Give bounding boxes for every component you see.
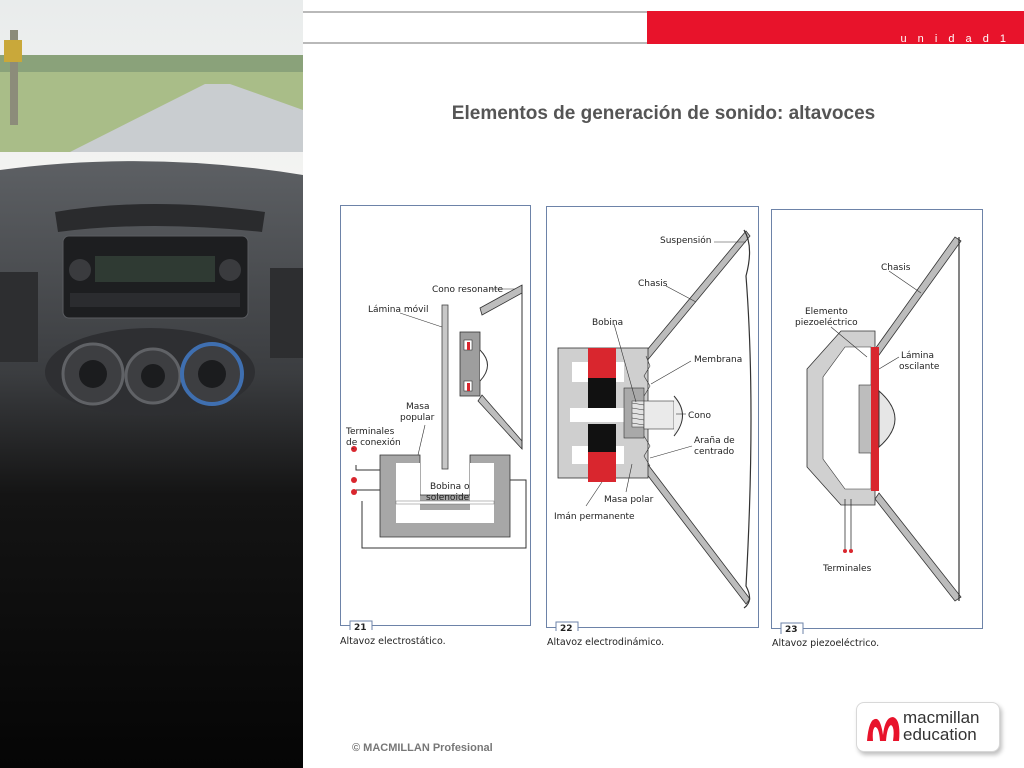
caption-electrostatic: Altavoz electrostático. [340,636,446,647]
label-bobina: Bobina [592,318,624,328]
label-cono: Cono [688,411,712,421]
label-elemento-2: piezoeléctrico [795,318,858,328]
logo-line-2: education [903,725,977,744]
label-elemento-1: Elemento [805,307,848,317]
figure-number: 22 [560,624,573,631]
label-membrana: Membrana [694,355,743,365]
label-masa-1: Masa [406,402,430,412]
label-arana-1: Araña de [694,436,735,446]
dashboard-photo [0,0,303,768]
caption-electrodynamic: Altavoz electrodinámico. [547,637,665,648]
label-masa-2: popular [400,413,435,423]
label-cono-resonante: Cono resonante [432,285,504,295]
macmillan-logo [856,702,1000,752]
label-chasis: Chasis [638,279,668,289]
logo-line-1: macmillan [903,708,980,727]
header-bar-accent [647,11,1024,44]
figure-number: 21 [354,623,367,630]
label-bobina-2: solenoide [426,493,470,503]
diagram-piezoelectric [771,209,984,634]
label-bobina-1: Bobina o [430,482,470,492]
label-terminales-1: Terminales [346,427,395,437]
page-title: Elementos de generación de sonido: altavoces [451,103,876,124]
header-bar-left [303,11,647,44]
label-arana-2: centrado [694,447,735,457]
copyright-footer: © MACMILLAN Profesional [352,742,493,754]
caption-piezoelectric: Altavoz piezoeléctrico. [772,638,880,649]
label-lamina-2: oscilante [899,362,940,372]
label-chasis: Chasis [881,263,911,273]
label-terminales-2: de conexión [346,438,401,448]
label-masa-polar: Masa polar [604,495,654,505]
diagram-electrostatic [340,205,532,630]
figure-number: 23 [785,625,798,634]
label-lamina-1: Lámina [901,351,935,361]
label-lamina-movil: Lámina móvil [368,305,429,315]
unit-label: u n i d a d 1 [900,33,1010,45]
label-terminales: Terminales [823,564,872,574]
logo-mark-icon [865,711,901,743]
label-suspension: Suspensión [660,236,712,246]
label-iman: Imán permanente [554,512,635,522]
diagram-electrodynamic [546,206,761,631]
